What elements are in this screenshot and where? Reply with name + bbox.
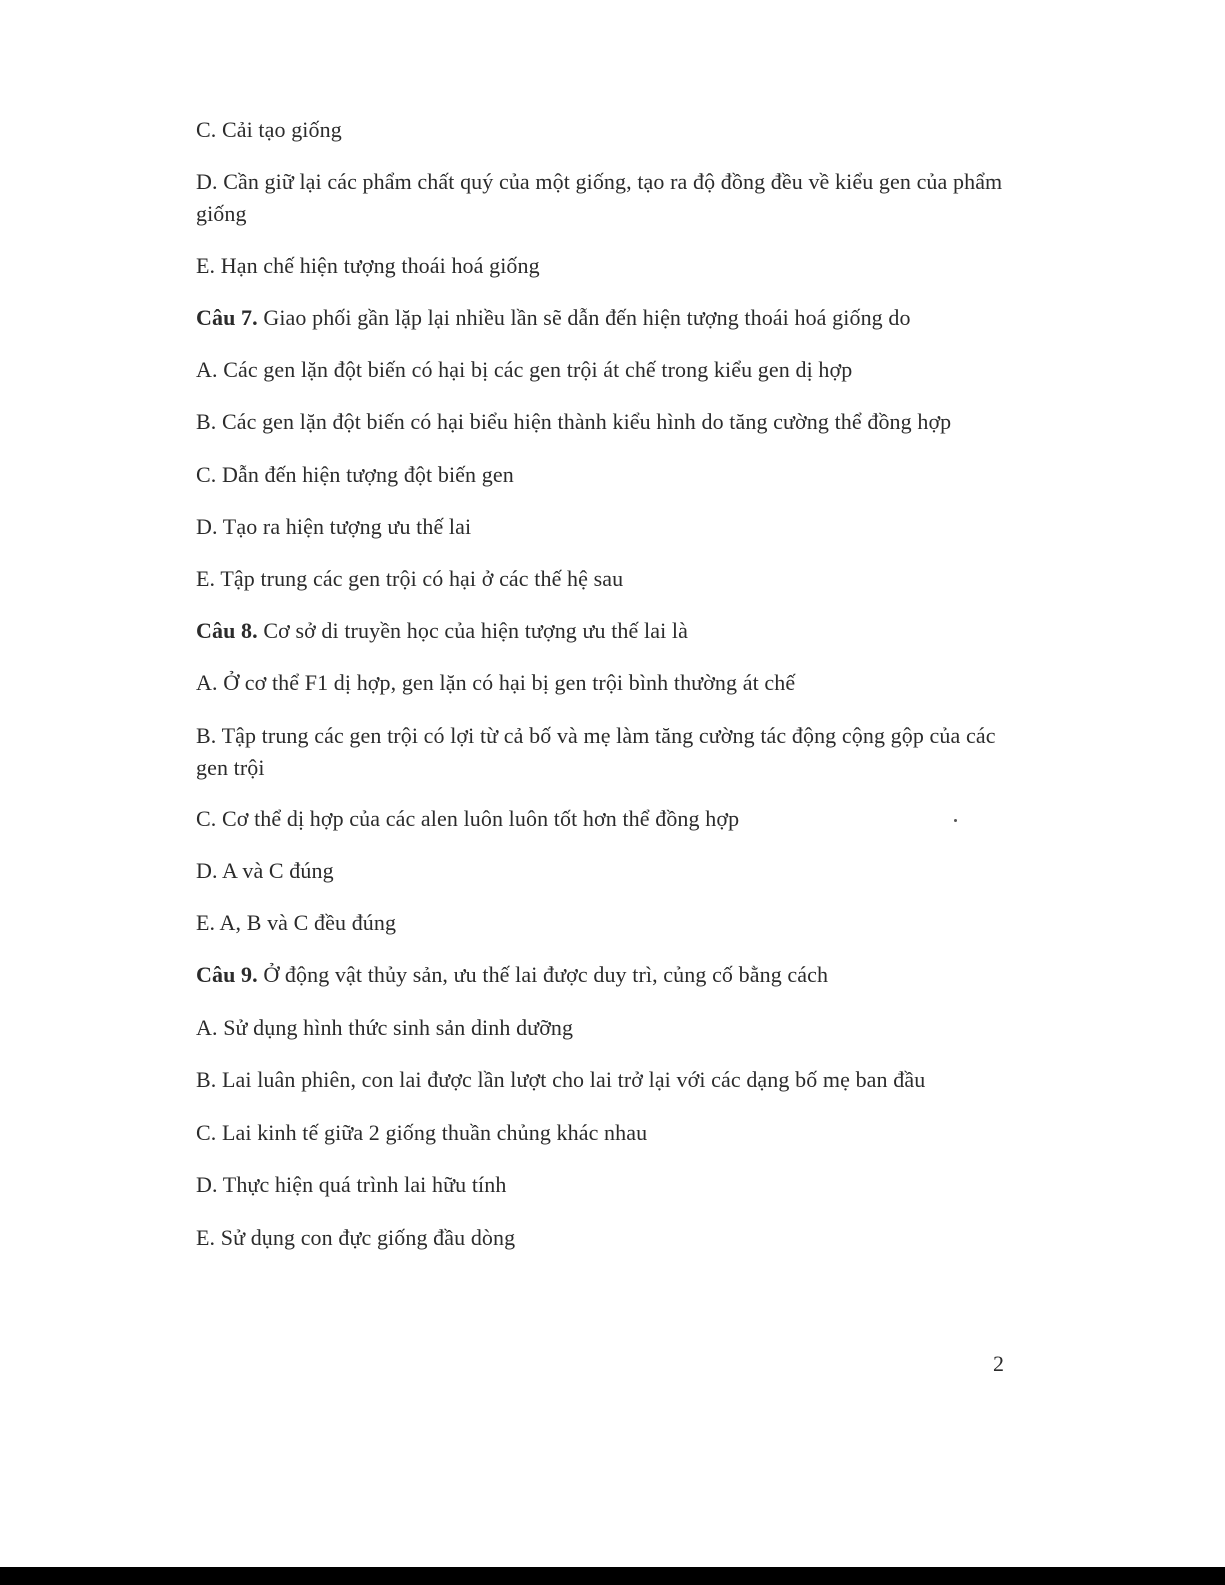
option-text: A. Ở cơ thể F1 dị hợp, gen lặn có hại bị gen trội bình thường át chế xyxy=(196,670,796,695)
question-label: Câu 9. xyxy=(196,962,258,987)
option-text: A. Các gen lặn đột biến có hại bị các gen trội át chế trong kiểu gen dị hợp xyxy=(196,357,853,382)
option-text: A. Sử dụng hình thức sinh sản dinh dưỡng xyxy=(196,1015,574,1040)
option-text: E. Tập trung các gen trội có hại ở các thế hệ sau xyxy=(196,566,624,591)
option-8b xyxy=(196,720,1026,784)
option-9a xyxy=(196,1012,573,1044)
scan-speck xyxy=(954,819,957,822)
option-text: D. A và C đúng xyxy=(196,858,334,883)
option-text: E. Sử dụng con đực giống đầu dòng xyxy=(196,1225,516,1250)
option-8c xyxy=(196,803,739,835)
option-8d xyxy=(196,855,334,887)
option-7a xyxy=(196,354,852,386)
scan-bottom-edge xyxy=(0,1567,1225,1585)
option-7b xyxy=(196,406,951,438)
option-text: B. Lai luân phiên, con lai được lần lượt cho lai trở lại với các dạng bố mẹ ban đầu xyxy=(196,1067,926,1092)
question-text: Ở động vật thủy sản, ưu thế lai được duy trì, củng cố bằng cách xyxy=(257,962,829,987)
question-8 xyxy=(196,615,688,647)
option-text: B. Tập trung các gen trội có lợi từ cả bố và mẹ làm tăng cường tác động cộng gộp của các gen trội xyxy=(196,723,996,780)
option-text: D. Cần giữ lại các phẩm chất quý của một giống, tạo ra độ đồng đều về kiểu gen của phẩm giống xyxy=(196,169,1003,226)
option-8a xyxy=(196,667,795,699)
option-text: E. Hạn chế hiện tượng thoái hoá giống xyxy=(196,253,540,278)
option-6c xyxy=(196,114,342,146)
question-label: Câu 8. xyxy=(196,618,258,643)
option-9e xyxy=(196,1222,515,1254)
option-text: D. Thực hiện quá trình lai hữu tính xyxy=(196,1172,507,1197)
option-text: C. Dẫn đến hiện tượng đột biến gen xyxy=(196,462,514,487)
option-text: D. Tạo ra hiện tượng ưu thế lai xyxy=(196,514,472,539)
option-text: C. Lai kinh tế giữa 2 giống thuần chủng khác nhau xyxy=(196,1120,648,1145)
option-7d xyxy=(196,511,471,543)
question-9 xyxy=(196,959,828,991)
option-8e xyxy=(196,907,396,939)
option-text: C. Cải tạo giống xyxy=(196,117,342,142)
option-9c xyxy=(196,1117,647,1149)
option-9b xyxy=(196,1064,925,1096)
question-text: Giao phối gần lặp lại nhiều lần sẽ dẫn đến hiện tượng thoái hoá giống do xyxy=(257,305,911,330)
question-7 xyxy=(196,302,911,334)
option-text: B. Các gen lặn đột biến có hại biểu hiện thành kiểu hình do tăng cường thể đồng hợp xyxy=(196,409,952,434)
option-7e xyxy=(196,563,623,595)
option-6e xyxy=(196,250,540,282)
option-text: C. Cơ thể dị hợp của các alen luôn luôn tốt hơn thể đồng hợp xyxy=(196,806,740,831)
question-text: Cơ sở di truyền học của hiện tượng ưu thế lai là xyxy=(257,618,688,643)
option-6d xyxy=(196,166,1026,230)
option-7c xyxy=(196,459,514,491)
question-label: Câu 7. xyxy=(196,305,258,330)
option-9d xyxy=(196,1169,506,1201)
page-number: 2 xyxy=(993,1351,1004,1376)
option-text: E. A, B và C đều đúng xyxy=(196,910,397,935)
